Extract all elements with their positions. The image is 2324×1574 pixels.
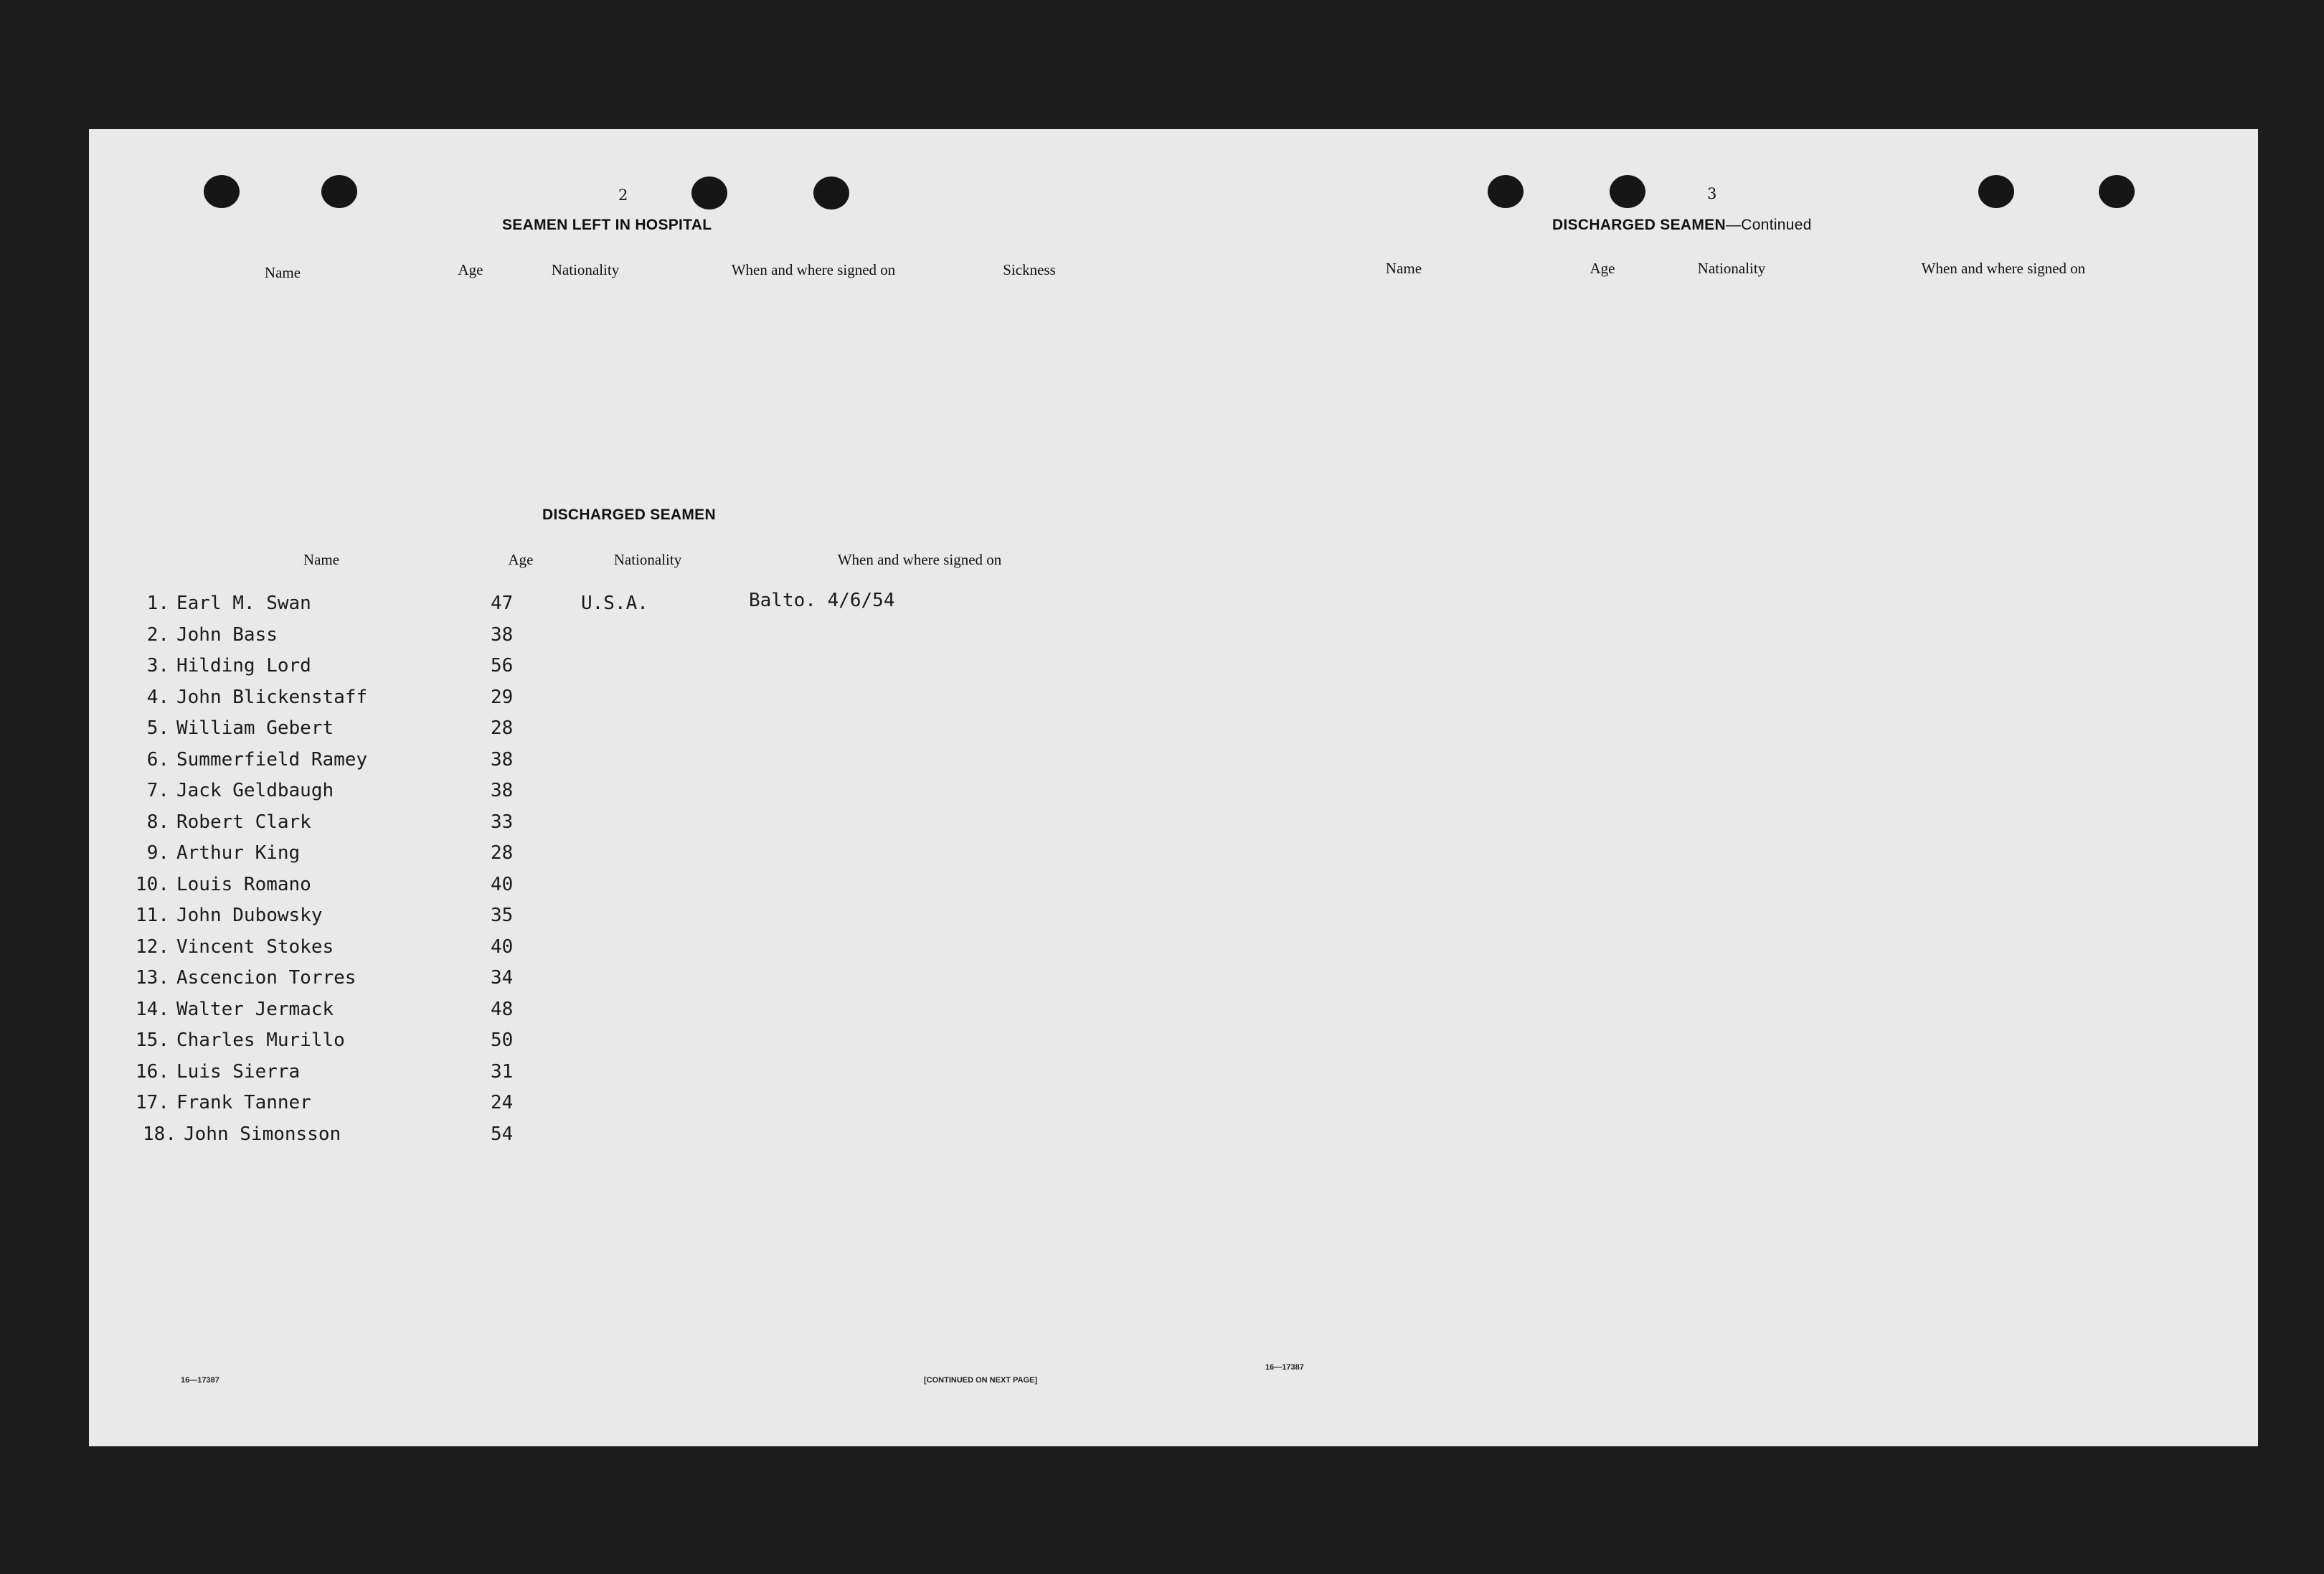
seaman-age: 29	[491, 686, 514, 708]
punch-hole	[1610, 175, 1645, 208]
hospital-col-signed: When and where signed on	[731, 261, 896, 278]
seaman-age: 38	[491, 748, 514, 770]
punch-hole	[1978, 175, 2014, 208]
form-number: 16—17387	[181, 1376, 219, 1385]
seaman-name: Luis Sierra	[176, 1060, 301, 1083]
right-col-name: Name	[1385, 260, 1422, 277]
discharged-col-nationality: Nationality	[613, 551, 682, 568]
seaman-signed-on: Balto. 4/6/54	[749, 590, 895, 611]
seaman-name: John Bass	[176, 623, 278, 646]
seaman-age: 38	[491, 780, 514, 801]
seaman-name: Hilding Lord	[176, 655, 311, 677]
seaman-age: 34	[491, 967, 514, 989]
row-number: 14.	[136, 998, 169, 1020]
seaman-age: 40	[491, 873, 514, 895]
seaman-age: 48	[491, 998, 514, 1020]
seaman-name: Arthur King	[176, 842, 301, 864]
seaman-name: Summerfield Ramey	[176, 748, 368, 770]
seaman-name: Frank Tanner	[176, 1092, 311, 1113]
punch-hole	[2099, 175, 2135, 208]
seaman-age: 28	[491, 842, 514, 864]
hospital-col-nationality: Nationality	[551, 261, 620, 278]
right-col-signed: When and where signed on	[1921, 260, 2086, 277]
continued-note: [CONTINUED ON NEXT PAGE]	[924, 1376, 1038, 1385]
seaman-age: 47	[491, 593, 514, 614]
row-number: 6.	[146, 748, 169, 770]
row-number: 8.	[146, 811, 169, 833]
row-number: 9.	[146, 842, 169, 864]
punch-hole	[691, 176, 727, 209]
row-number: 2.	[146, 623, 169, 646]
discharged-col-age: Age	[508, 551, 534, 568]
discharged-section-title: DISCHARGED SEAMEN	[542, 506, 716, 523]
row-number: 12.	[136, 936, 169, 958]
discharged-col-signed: When and where signed on	[837, 551, 1002, 568]
seaman-name: Ascencion Torres	[176, 967, 356, 989]
hospital-col-name: Name	[264, 264, 301, 281]
row-number: 18.	[143, 1123, 176, 1145]
seaman-age: 40	[491, 936, 514, 958]
discharged-col-name: Name	[303, 551, 340, 568]
row-number: 10.	[136, 873, 169, 895]
hospital-col-sickness: Sickness	[1003, 261, 1056, 278]
seaman-name: John Blickenstaff	[176, 686, 368, 708]
punch-hole	[813, 176, 849, 209]
right-title-suffix: —Continued	[1725, 217, 1812, 233]
row-number: 16.	[136, 1060, 169, 1083]
seaman-age: 56	[491, 655, 514, 677]
seaman-age: 35	[491, 905, 514, 926]
seaman-age: 33	[491, 811, 514, 833]
seaman-name: Charles Murillo	[176, 1029, 345, 1051]
seaman-age: 28	[491, 717, 514, 739]
row-number: 13.	[136, 967, 169, 989]
seaman-age: 54	[491, 1123, 514, 1145]
seaman-age: 24	[491, 1092, 514, 1113]
seaman-age: 38	[491, 623, 514, 646]
seaman-name: Robert Clark	[176, 811, 311, 833]
right-section-title	[1552, 217, 1812, 234]
hospital-col-age: Age	[458, 261, 483, 278]
row-number: 5.	[146, 717, 169, 739]
seaman-name: Vincent Stokes	[176, 936, 334, 958]
seaman-name: Walter Jermack	[176, 998, 334, 1020]
seaman-nationality: U.S.A.	[581, 593, 648, 614]
seaman-name: Earl M. Swan	[176, 593, 311, 614]
right-page	[1219, 129, 2258, 1446]
page-number: 2	[618, 187, 628, 204]
row-number: 15.	[136, 1029, 169, 1051]
right-col-age: Age	[1590, 260, 1615, 277]
row-number: 7.	[146, 780, 169, 801]
row-number: 17.	[136, 1092, 169, 1113]
row-number: 4.	[146, 686, 169, 708]
seaman-name: John Dubowsky	[176, 905, 323, 926]
seaman-name: Louis Romano	[176, 873, 311, 895]
right-col-nationality: Nationality	[1697, 260, 1766, 277]
form-number: 16—17387	[1265, 1363, 1304, 1372]
hospital-section-title: SEAMEN LEFT IN HOSPITAL	[502, 217, 712, 233]
row-number: 1.	[146, 593, 169, 614]
punch-hole	[321, 175, 357, 208]
punch-hole	[1488, 175, 1524, 208]
row-number: 3.	[146, 655, 169, 677]
seaman-age: 31	[491, 1060, 514, 1083]
row-number: 11.	[136, 905, 169, 926]
page-number: 3	[1707, 185, 1717, 202]
seaman-name: William Gebert	[176, 717, 334, 739]
seaman-name: Jack Geldbaugh	[176, 780, 334, 801]
punch-hole	[204, 175, 240, 208]
right-title-main: DISCHARGED SEAMEN	[1552, 217, 1726, 233]
seaman-name: John Simonsson	[184, 1123, 341, 1145]
seaman-age: 50	[491, 1029, 514, 1051]
